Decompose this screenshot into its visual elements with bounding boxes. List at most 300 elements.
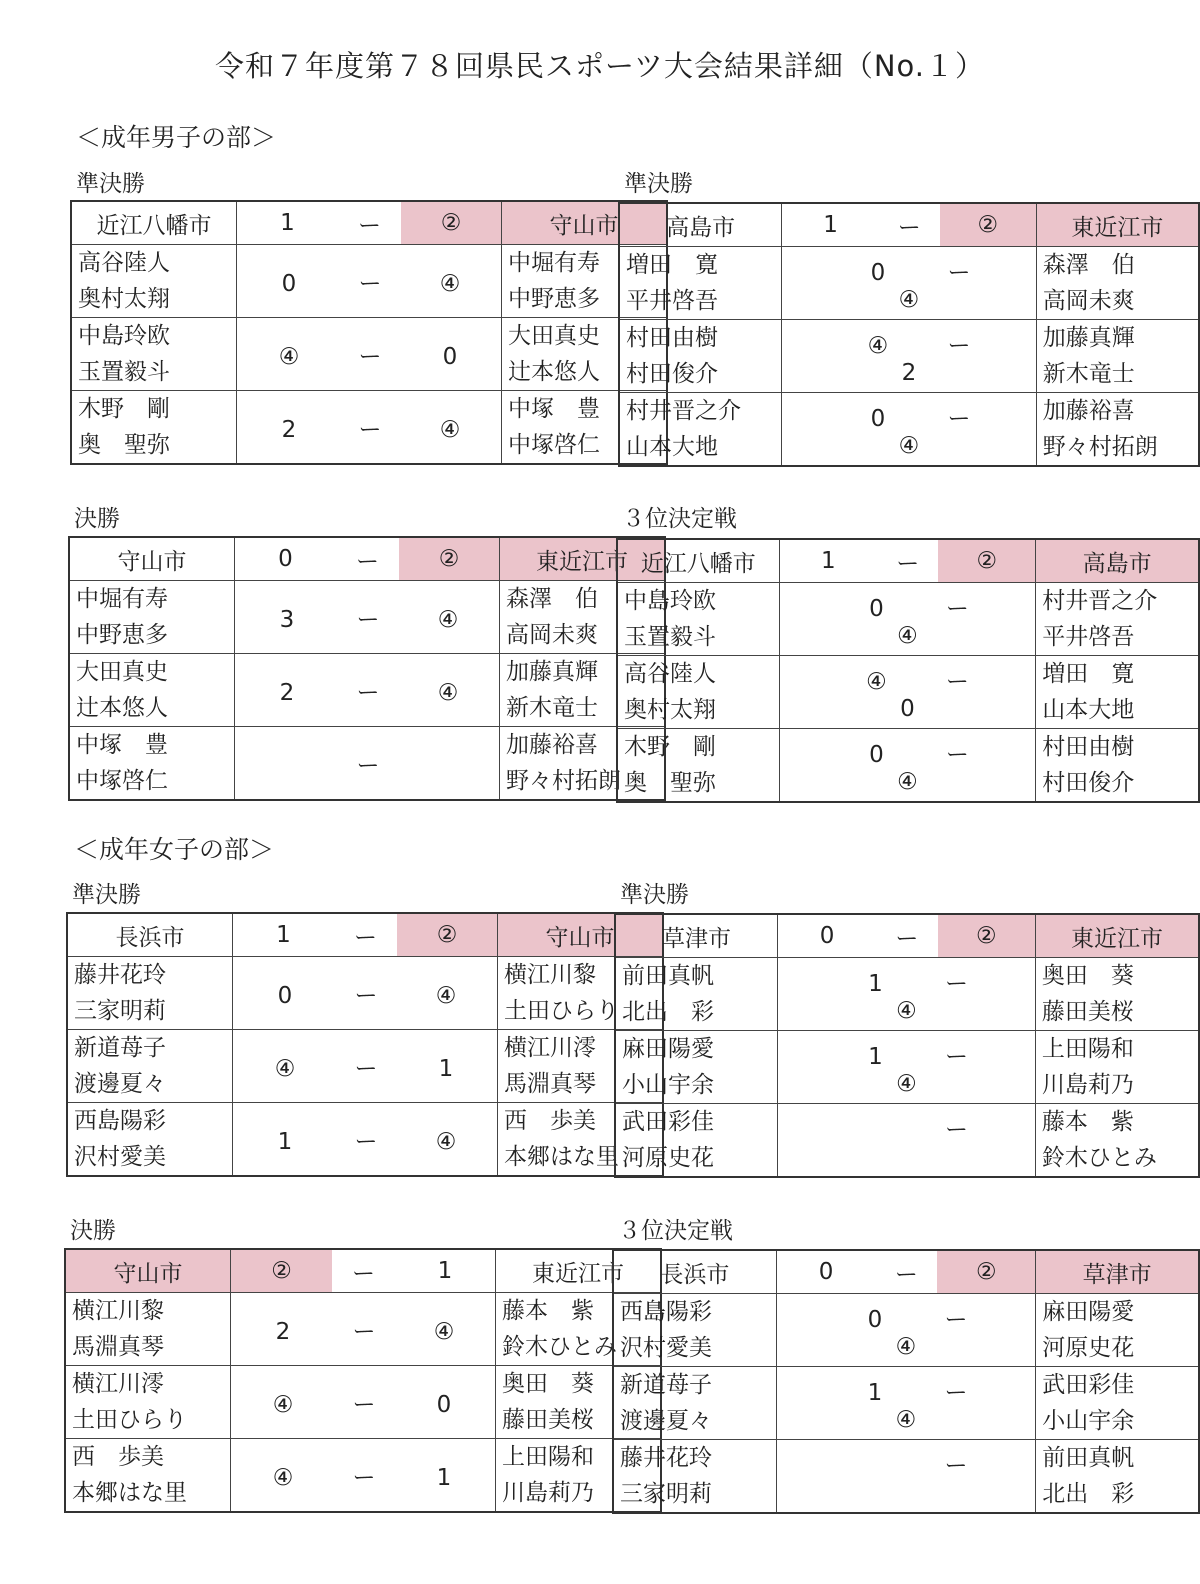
game-row (65, 1293, 661, 1366)
player-name: 村田由樹 (1042, 734, 1135, 760)
game-score (233, 1030, 498, 1103)
player-name: 新道苺子 (620, 1372, 712, 1398)
game-score-right: ④ (898, 286, 920, 313)
player-name: 高谷陸人 (624, 661, 716, 687)
score-dash: ー (334, 913, 397, 957)
player-name: 中塚啓仁 (76, 768, 168, 794)
player-name: 辻本悠人 (508, 359, 600, 385)
game-score-dash: ー (945, 741, 969, 768)
game-score-left: 0 (867, 1306, 883, 1333)
player-name: 三家明莉 (620, 1481, 712, 1507)
player-pair-right (1036, 320, 1199, 393)
player-pair-right (1035, 958, 1199, 1031)
team-score-right: ② (399, 537, 500, 581)
team-score-right: ② (401, 201, 502, 245)
player-name: 奥田 葵 (1041, 963, 1134, 989)
game-row (613, 1440, 1199, 1514)
game-score (778, 958, 1036, 1031)
section-heading: ＜成年男子の部＞ (76, 123, 277, 152)
player-name: 加藤裕喜 (506, 732, 598, 758)
player-name: 新道苺子 (74, 1035, 166, 1061)
player-name: 川島莉乃 (502, 1480, 594, 1506)
player-name: 鈴木ひとみ (502, 1334, 617, 1360)
player-name: 中塚 豊 (508, 396, 600, 422)
game-score-right: ④ (439, 270, 461, 297)
game-score-right: 1 (438, 1055, 454, 1082)
game-score-right: ④ (895, 1406, 917, 1433)
team-right: 守山市 (502, 201, 668, 245)
player-name: 藤井花玲 (74, 962, 166, 988)
game-row (613, 1367, 1199, 1440)
game-score-dash: ー (358, 416, 382, 443)
game-score-dash: ー (352, 1464, 376, 1491)
player-name: 玉置毅斗 (624, 624, 716, 650)
page-title: 令和７年度第７８回県民スポーツ大会結果詳細（No.１） (215, 49, 985, 83)
game-score-left: 0 (869, 595, 884, 622)
game-score-left: ④ (278, 343, 300, 370)
team-left: 近江八幡市 (617, 539, 779, 583)
player-name: 前田真帆 (622, 963, 714, 989)
game-score-right: ④ (435, 982, 457, 1009)
game-score-left: 3 (279, 606, 295, 633)
player-name: 三家明莉 (74, 998, 166, 1024)
player-pair-right (1035, 1031, 1199, 1104)
player-name: 中塚啓仁 (508, 432, 600, 458)
player-pair-left (69, 581, 235, 654)
player-name: 西島陽彩 (74, 1108, 166, 1134)
player-name: 高谷陸人 (78, 250, 170, 276)
player-name: 武田彩佳 (1042, 1372, 1135, 1398)
player-name: 武田彩佳 (622, 1109, 714, 1135)
player-name: 北出 彩 (622, 999, 714, 1025)
player-pair-right (1036, 393, 1199, 467)
player-name: 森澤 伯 (506, 586, 598, 612)
team-right: 東近江市 (500, 537, 666, 581)
game-score-dash: ー (947, 259, 971, 286)
game-score-dash: ー (945, 595, 969, 622)
team-score-right: 1 (395, 1249, 496, 1293)
player-name: 前田真帆 (1042, 1445, 1135, 1471)
player-name: 中島玲欧 (78, 323, 170, 349)
game-row (619, 247, 1199, 320)
team-left: 長浜市 (67, 913, 233, 957)
game-score-dash: ー (944, 1379, 968, 1406)
game-row (619, 393, 1199, 467)
player-name: 辻本悠人 (76, 695, 168, 721)
team-row (67, 913, 663, 957)
player-pair-left (67, 957, 233, 1030)
game-row (619, 320, 1199, 393)
game-score (779, 656, 1036, 729)
game-score (776, 1294, 1035, 1367)
player-name: 本郷はな里 (504, 1144, 619, 1170)
match-table (612, 1249, 1200, 1514)
game-row (67, 1030, 663, 1103)
game-score-right: ④ (437, 679, 459, 706)
player-name: 平井啓吾 (626, 288, 718, 314)
game-score-right: 1 (436, 1464, 452, 1491)
player-pair-left (613, 1440, 776, 1514)
game-row (69, 654, 665, 727)
match-table (614, 913, 1200, 1178)
game-score-dash: ー (947, 332, 971, 359)
player-name: 麻田陽愛 (1042, 1299, 1135, 1325)
player-pair-left (71, 318, 237, 391)
game-row (613, 1294, 1199, 1367)
player-pair-left (613, 1367, 776, 1440)
player-name: 村田俊介 (626, 361, 718, 387)
team-right: 東近江市 (496, 1249, 662, 1293)
player-pair-left (69, 654, 235, 727)
player-pair-left (65, 1366, 231, 1439)
player-name: 河原史花 (622, 1145, 714, 1171)
player-name: 馬淵真琴 (504, 1071, 596, 1097)
player-name: 村田俊介 (1042, 770, 1135, 796)
player-pair-left (615, 958, 778, 1031)
game-score-right: ④ (896, 1070, 917, 1097)
game-score-left: ④ (867, 332, 889, 359)
game-score (231, 1293, 496, 1366)
score-dash: ー (875, 1250, 937, 1294)
score-dash: ー (332, 1249, 395, 1293)
team-left: 近江八幡市 (71, 201, 237, 245)
game-score (782, 393, 1036, 467)
player-pair-left (617, 729, 779, 803)
team-left: 高島市 (619, 203, 782, 247)
score-dash: ー (876, 914, 938, 958)
player-name: 木野 剛 (624, 734, 716, 760)
game-row (71, 245, 667, 318)
game-score-dash: ー (944, 1306, 968, 1333)
player-name: 中野恵多 (76, 622, 168, 648)
game-score-right: ④ (895, 1333, 917, 1360)
player-name: 河原史花 (1042, 1335, 1135, 1361)
player-name: 奥 聖弥 (624, 770, 716, 796)
game-score-dash: ー (354, 1128, 378, 1155)
player-name: 奥村太翔 (624, 697, 716, 723)
game-score-dash: ー (944, 1452, 968, 1479)
game-score (782, 320, 1036, 393)
game-score (231, 1439, 496, 1513)
player-name: 山本大地 (626, 434, 718, 460)
game-score-left: 0 (281, 270, 297, 297)
game-score-dash: ー (358, 270, 382, 297)
game-score-right: ④ (437, 606, 459, 633)
game-score (779, 583, 1036, 656)
team-score-right: ② (938, 914, 1036, 958)
player-name: 鈴木ひとみ (1041, 1145, 1157, 1171)
game-score-left: ④ (866, 668, 887, 695)
team-row (71, 201, 667, 245)
game-score (776, 1440, 1035, 1514)
game-score (237, 391, 502, 465)
player-name: 山本大地 (1042, 697, 1135, 723)
match-table (70, 200, 668, 465)
player-pair-left (617, 583, 779, 656)
game-score-dash: ー (354, 982, 378, 1009)
team-row (613, 1250, 1199, 1294)
team-right: 東近江市 (1036, 203, 1199, 247)
game-score-dash: ー (354, 1055, 378, 1082)
game-score-left: 1 (867, 1379, 883, 1406)
team-right: 東近江市 (1035, 914, 1199, 958)
game-score (779, 729, 1036, 803)
player-name: 新木竜士 (1042, 361, 1135, 387)
team-right: 守山市 (498, 913, 664, 957)
player-name: 加藤真輝 (1042, 325, 1135, 351)
game-score-dash: ー (947, 405, 971, 432)
player-name: 西 歩美 (504, 1108, 596, 1134)
game-score-right: 0 (436, 1391, 452, 1418)
player-pair-left (613, 1294, 776, 1367)
game-score-right: 0 (442, 343, 458, 370)
player-name: 中野恵多 (508, 286, 600, 312)
player-name: 藤本 紫 (502, 1298, 594, 1324)
team-score-right: ② (397, 913, 498, 957)
player-pair-left (71, 245, 237, 318)
player-name: 本郷はな里 (72, 1480, 187, 1506)
game-row (617, 656, 1199, 729)
player-name: 新木竜士 (506, 695, 598, 721)
player-name: 村井晋之介 (1042, 588, 1158, 614)
game-score (235, 727, 500, 801)
game-score-right: ④ (433, 1318, 455, 1345)
player-name: 西 歩美 (72, 1444, 164, 1470)
score-dash: ー (336, 537, 399, 581)
round-label: ３位決定戦 (622, 506, 737, 532)
round-label: 準決勝 (72, 882, 141, 908)
player-name: 西島陽彩 (620, 1299, 712, 1325)
game-score-right: ④ (896, 997, 917, 1024)
score-dash: ー (338, 201, 401, 245)
game-score-dash: ー (358, 343, 382, 370)
team-score-left: 1 (779, 539, 877, 583)
game-score (782, 247, 1036, 320)
team-row (65, 1249, 661, 1293)
round-label: ３位決定戦 (618, 1218, 733, 1244)
game-score (233, 957, 498, 1030)
game-score-left: 2 (281, 416, 297, 443)
match-table (68, 536, 666, 801)
game-row (67, 957, 663, 1030)
player-name: 村井晋之介 (626, 398, 741, 424)
player-pair-right (1035, 1104, 1199, 1178)
player-pair-right (1036, 1294, 1199, 1367)
player-pair-right (1036, 1440, 1199, 1514)
player-name: 加藤裕喜 (1042, 398, 1135, 424)
team-row (69, 537, 665, 581)
player-name: 沢村愛美 (620, 1335, 712, 1361)
team-left: 守山市 (69, 537, 235, 581)
match-table (616, 538, 1200, 803)
player-pair-left (617, 656, 779, 729)
game-score-left: 0 (869, 741, 884, 768)
player-name: 増田 寛 (626, 252, 718, 278)
player-name: 横江川黎 (72, 1298, 164, 1324)
team-left: 長浜市 (613, 1250, 776, 1294)
player-pair-left (619, 247, 782, 320)
score-dash: ー (877, 539, 938, 583)
game-score (237, 245, 502, 318)
player-pair-right (1036, 729, 1199, 803)
game-score-right: ④ (439, 416, 461, 443)
player-name: 高岡未爽 (506, 622, 598, 648)
player-pair-left (65, 1293, 231, 1366)
game-score-right: ④ (897, 622, 918, 649)
player-name: 玉置毅斗 (78, 359, 170, 385)
player-name: 木野 剛 (78, 396, 170, 422)
game-row (71, 391, 667, 465)
player-name: 小山宇余 (1042, 1408, 1135, 1434)
player-name: 野々村拓朗 (1042, 434, 1158, 460)
game-score (231, 1366, 496, 1439)
player-name: 川島莉乃 (1041, 1072, 1134, 1098)
team-right: 高島市 (1036, 539, 1199, 583)
game-row (67, 1103, 663, 1177)
player-name: 沢村愛美 (74, 1144, 166, 1170)
player-name: 大田真史 (508, 323, 600, 349)
player-pair-left (71, 391, 237, 465)
round-label: 準決勝 (620, 882, 689, 908)
game-score-left: 1 (277, 1128, 293, 1155)
team-score-left: 1 (782, 203, 879, 247)
team-right: 草津市 (1036, 1250, 1199, 1294)
player-name: 加藤真輝 (506, 659, 598, 685)
player-name: 藤本 紫 (1041, 1109, 1134, 1135)
game-row (65, 1439, 661, 1513)
game-row (615, 1104, 1199, 1178)
player-pair-right (1036, 247, 1199, 320)
player-name: 藤田美桜 (502, 1407, 594, 1433)
game-score-left: ④ (274, 1055, 296, 1082)
team-score-right: ② (937, 1250, 1035, 1294)
player-name: 増田 寛 (1042, 661, 1135, 687)
player-pair-left (67, 1103, 233, 1177)
game-score-dash: ー (945, 668, 969, 695)
team-score-right: ② (940, 203, 1036, 247)
player-pair-left (619, 320, 782, 393)
round-label: 準決勝 (624, 171, 693, 197)
game-row (617, 729, 1199, 803)
game-score-left: 1 (868, 1043, 883, 1070)
round-label: 準決勝 (76, 171, 145, 197)
player-name: 中島玲欧 (624, 588, 716, 614)
game-row (71, 318, 667, 391)
game-row (615, 958, 1199, 1031)
player-name: 中塚 豊 (76, 732, 168, 758)
game-score-dash: ー (356, 752, 380, 779)
game-row (615, 1031, 1199, 1104)
player-name: 上田陽和 (502, 1444, 594, 1470)
game-score-right: ④ (435, 1128, 457, 1155)
player-name: 村田由樹 (626, 325, 718, 351)
round-label: 決勝 (70, 1218, 116, 1244)
game-score-left: 1 (868, 970, 883, 997)
round-label: 決勝 (74, 506, 120, 532)
game-row (69, 581, 665, 654)
match-table (618, 202, 1200, 467)
team-score-left: 1 (237, 201, 339, 245)
game-score-left: 2 (275, 1318, 291, 1345)
game-row (65, 1366, 661, 1439)
section-heading: ＜成年女子の部＞ (74, 835, 275, 864)
player-name: 横江川澪 (504, 1035, 596, 1061)
score-dash: ー (879, 203, 940, 247)
game-score-right: ④ (898, 432, 920, 459)
player-name: 馬淵真琴 (72, 1334, 164, 1360)
game-score (778, 1104, 1036, 1178)
game-score-dash: ー (352, 1391, 376, 1418)
player-name: 藤井花玲 (620, 1445, 712, 1471)
player-name: 小山宇余 (622, 1072, 714, 1098)
match-table (64, 1248, 662, 1513)
player-name: 森澤 伯 (1042, 252, 1135, 278)
player-pair-left (615, 1104, 778, 1178)
player-pair-right (1036, 656, 1199, 729)
game-row (69, 727, 665, 801)
player-name: 奥 聖弥 (78, 432, 170, 458)
team-score-left: 0 (778, 914, 876, 958)
player-name: 渡邊夏々 (74, 1071, 166, 1097)
player-name: 横江川黎 (504, 962, 596, 988)
team-row (619, 203, 1199, 247)
team-left: 草津市 (615, 914, 778, 958)
game-score-left: 0 (870, 259, 886, 286)
team-score-right: ② (938, 539, 1035, 583)
player-name: 平井啓吾 (1042, 624, 1135, 650)
game-score-dash: ー (352, 1318, 376, 1345)
game-score-left: ④ (272, 1391, 294, 1418)
player-name: 奥村太翔 (78, 286, 170, 312)
player-pair-right (1036, 1367, 1199, 1440)
player-name: 渡邊夏々 (620, 1408, 712, 1434)
game-score-left: ④ (272, 1464, 294, 1491)
game-score (235, 581, 500, 654)
player-name: 中堀有寿 (76, 586, 168, 612)
game-score (776, 1367, 1035, 1440)
game-score-dash: ー (356, 679, 380, 706)
game-score (235, 654, 500, 727)
game-row (617, 583, 1199, 656)
team-score-left: ② (231, 1249, 333, 1293)
game-score-right: 0 (900, 695, 915, 722)
team-score-left: 1 (233, 913, 335, 957)
game-score-right: ④ (897, 768, 918, 795)
player-pair-left (69, 727, 235, 801)
team-row (615, 914, 1199, 958)
game-score-dash: ー (944, 1043, 968, 1070)
player-pair-right (1036, 583, 1199, 656)
game-score (778, 1031, 1036, 1104)
player-name: 野々村拓朗 (506, 768, 621, 794)
team-left: 守山市 (65, 1249, 231, 1293)
game-score (233, 1103, 498, 1177)
player-pair-left (615, 1031, 778, 1104)
player-name: 上田陽和 (1041, 1036, 1134, 1062)
game-score-right: 2 (901, 359, 917, 386)
player-name: 大田真史 (76, 659, 168, 685)
player-name: 藤田美桜 (1041, 999, 1134, 1025)
player-name: 麻田陽愛 (622, 1036, 714, 1062)
player-name: 土田ひらり (72, 1407, 187, 1433)
player-pair-left (619, 393, 782, 467)
game-score-dash: ー (356, 606, 380, 633)
player-pair-left (65, 1439, 231, 1513)
team-score-left: 0 (235, 537, 337, 581)
game-score-left: 0 (870, 405, 886, 432)
team-score-left: 0 (776, 1250, 875, 1294)
player-pair-left (67, 1030, 233, 1103)
